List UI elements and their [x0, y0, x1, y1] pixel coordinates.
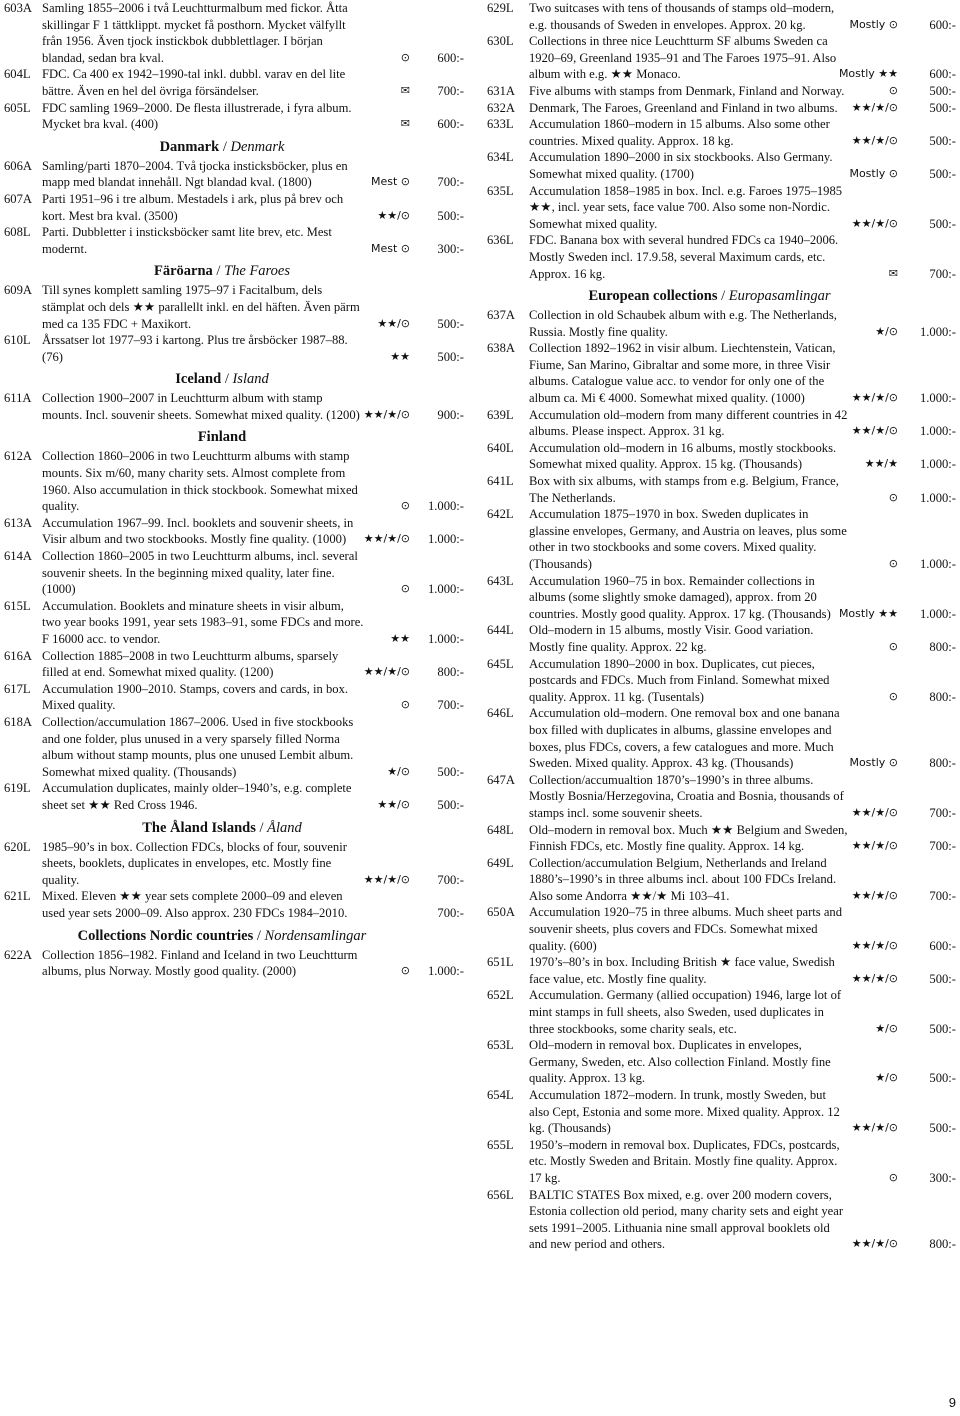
lot-description: Accumulation 1875–1970 in box. Sweden duplicates in glassine envelopes, Germany, and Austria on leaves, plus some other in two stockbooks and some covers. Mixed quality. (Thousands) — [529, 507, 847, 571]
lot-condition: ★/⊙ — [875, 1021, 898, 1035]
lot-entry — [0, 839, 472, 889]
lot-price: 700:- — [437, 872, 464, 887]
section-title: Iceland — [175, 371, 222, 388]
lot-description: Accumulation 1960–75 in box. Remainder collections in albums (some slightly smoke damaged), approx. from 20 countries. Mostly good quality. Approx. 17 kg. (Thousands) — [529, 573, 831, 621]
lot-description: Old–modern in removal box. Much ★★ Belgium and Sweden, Finnish FDCs, etc. Mostly fine quality. Approx. 14 kg. — [529, 822, 848, 854]
lot-description: Samling/parti 1870–2004. Två tjocka insticksböcker, plus en mapp med blandat innehåll. Ngt blandad kval. (1800) — [42, 158, 348, 190]
lot-description: 1970’s–80’s in box. Including British ★ face value, Swedish face value, etc. Mostly fine quality. — [529, 955, 835, 986]
lot-description: Accumulation. Booklets and minature sheets in visir album, two year books 1991, year sets 1983–91, some FDCs and more. F 16000 acc. to vendor. — [42, 598, 364, 646]
lot-number: 644L — [487, 623, 514, 638]
lot-number: 640L — [487, 440, 514, 455]
lot-condition: ★★/★/⊙ — [851, 839, 898, 853]
lot-number: 613A — [4, 515, 32, 530]
lot-condition: ★★/⊙ — [377, 208, 410, 222]
lot-price: 500:- — [437, 764, 464, 779]
lot-number: 633L — [487, 117, 514, 132]
lot-description: Accumulation. Germany (allied occupation) 1946, large lot of mint stamps in full sheets, also Sweden, used duplicates in three stockbooks, some charity seals, etc. — [529, 988, 842, 1036]
lot-number: 638A — [487, 341, 515, 356]
lot-price: 1.000:- — [427, 582, 464, 597]
lot-condition: ★★/★/⊙ — [851, 1121, 898, 1135]
lot-condition: Mest ⊙ — [370, 175, 410, 189]
section-title-translation: Denmark — [230, 138, 285, 155]
lot-price: 300:- — [437, 241, 464, 256]
lot-entry — [487, 0, 960, 33]
lot-price: 1.000:- — [919, 391, 956, 406]
lot-condition: ⊙ — [888, 490, 898, 504]
lot-condition: ★★/⊙ — [377, 797, 410, 811]
lot-condition: ⊙ — [888, 557, 898, 570]
lot-condition: ★★/★/⊙ — [851, 971, 898, 985]
lot-entry — [487, 772, 960, 822]
lot-price: 800:- — [929, 756, 956, 771]
lot-price: 1.000:- — [919, 457, 956, 472]
lot-price: 500:- — [929, 133, 956, 148]
lot-description: Accumulation 1872–modern. In trunk, mostly Sweden, but also Cept, Estonia and some more. Mixed quality. Approx. 12 kg. (Thousands) — [529, 1088, 840, 1136]
lot-number: 645L — [487, 656, 514, 671]
lot-condition: ⊙ — [400, 499, 410, 513]
lot-entry — [487, 1187, 960, 1253]
lot-condition: ★/⊙ — [875, 324, 898, 338]
lot-entry — [0, 548, 472, 598]
lot-number: 619L — [4, 781, 31, 796]
lot-condition: ★★/★/⊙ — [363, 872, 410, 886]
lot-price: 500:- — [929, 100, 956, 115]
lot-number: 609A — [4, 283, 32, 298]
lot-description: Accumulation 1967–99. Incl. booklets and souvenir sheets, in Visir album and two stockbooks. Mostly fine quality. (1000) — [42, 515, 354, 547]
lot-entry — [487, 822, 960, 855]
lot-condition: ★★/★/⊙ — [363, 407, 410, 421]
lot-condition: Mostly ⊙ — [849, 166, 898, 180]
lot-number: 616A — [4, 648, 32, 663]
lot-entry — [487, 573, 960, 623]
lot-description: Accumulation 1860–modern in 15 albums. Also some other countries. Mixed quality. Approx. 18 kg. — [529, 117, 830, 148]
lot-price: 500:- — [437, 797, 464, 812]
lot-price: 700:- — [929, 839, 956, 854]
lot-condition: ⊙ — [400, 698, 410, 712]
lot-condition: ★★/★/⊙ — [851, 133, 898, 147]
lot-description: Accumulation old–modern in 16 albums, mostly stockbooks. Somewhat mixed quality. Approx. 15 kg. (Thousands) — [529, 440, 837, 472]
lot-price: 1.000:- — [919, 606, 956, 621]
lot-price: 600:- — [929, 938, 956, 953]
lot-condition: Mest ⊙ — [370, 241, 410, 255]
lot-entry — [487, 855, 960, 905]
lot-number: 651L — [487, 955, 514, 970]
lot-condition: Mostly ⊙ — [849, 756, 898, 770]
lot-entry — [487, 232, 960, 282]
right-column — [487, 0, 960, 1253]
lot-price: 800:- — [929, 1237, 956, 1252]
section-title-translation: Island — [232, 371, 269, 388]
lot-description: Accumulation 1890–2000 in six stockbooks. Also Germany. Somewhat mixed quality. (1700) — [529, 150, 833, 181]
lot-number: 641L — [487, 474, 514, 489]
section-separator: / — [717, 288, 729, 305]
section-separator: / — [212, 263, 225, 280]
lot-description: Collection/accumualtion 1870’s–1990’s in three albums. Mostly Bosnia/Herzegovina, Croatia and Bosnia, thousands of stamps incl. some souvenir sheets. — [529, 772, 844, 820]
lot-entry — [487, 506, 960, 572]
lot-number: 606A — [4, 158, 32, 173]
lot-entry — [487, 954, 960, 987]
lot-entry — [0, 224, 472, 257]
lot-condition: Mostly ⊙ — [849, 17, 898, 31]
section-heading — [0, 138, 472, 156]
lot-entry — [487, 100, 960, 117]
lot-description: Parti. Dubbletter i insticksböcker samt lite brev, etc. Mest modernt. — [42, 225, 332, 256]
section-heading — [0, 428, 472, 446]
lot-entry — [487, 340, 960, 406]
lot-condition: ★★ — [390, 349, 410, 363]
lot-price: 500:- — [929, 1071, 956, 1086]
lot-entry — [487, 183, 960, 233]
lot-number: 637A — [487, 308, 515, 323]
lot-description: 1950’s–modern in removal box. Duplicates, FDCs, postcards, etc. Mostly Sweden and Britain. Mostly fine quality. Approx. 17 kg. — [529, 1137, 840, 1185]
lot-entry — [487, 440, 960, 473]
lot-number: 610L — [4, 333, 31, 348]
lot-description: Accumulation old–modern. One removal box and one banana box filled with duplicates in albums, glassine envelopes and boxes, plus FDCs, covers, a few catalogues and more. Much Sweden. Mixed quality. Approx. 43 kg. (Thousands) — [529, 706, 840, 771]
lot-number: 630L — [487, 34, 514, 49]
section-title-translation: Nordensamlingar — [264, 927, 367, 944]
lot-price: 1.000:- — [919, 424, 956, 439]
lot-price: 1.000:- — [427, 964, 464, 979]
lot-condition: ★/⊙ — [387, 764, 410, 778]
lot-number: 605L — [4, 100, 31, 115]
lot-description: Collection/accumulation Belgium, Netherlands and Ireland 1880’s–1990’s in three albums incl. about 100 FDCs Ireland. Also some Andorra ★★/★ Mi 103–41. — [529, 855, 837, 903]
lot-description: Collection 1892–1962 in visir album. Liechtenstein, Vatican, Fiume, San Marino, Gibraltar and some more, in three Visir albums. Catalogue value acc. to vendor for only one of the album ca. Mi € 4000. Somewhat mixed quality. (1000) — [529, 341, 836, 406]
lot-condition: ⊙ — [400, 964, 410, 978]
lot-number: 643L — [487, 573, 514, 588]
lot-entry — [487, 407, 960, 440]
section-heading — [0, 370, 472, 388]
lot-number: 635L — [487, 183, 514, 198]
lot-price: 1.000:- — [919, 490, 956, 505]
lot-description: Collection 1860–2005 in two Leuchtturm albums, incl. several souvenir sheets. In the beginning mixed quality, later fine. (1000) — [42, 549, 358, 597]
lot-price: 500:- — [929, 1121, 956, 1136]
lot-price: 900:- — [437, 407, 464, 422]
lot-condition: ★★/★/⊙ — [851, 216, 898, 230]
section-title: Danmark — [159, 138, 220, 155]
section-heading — [0, 927, 472, 945]
lot-price: 500:- — [929, 166, 956, 181]
lot-number: 629L — [487, 1, 514, 15]
section-separator: / — [221, 371, 233, 388]
lot-condition: ★★/★/⊙ — [851, 938, 898, 952]
lot-price: 1.000:- — [427, 632, 464, 646]
lot-entry — [0, 191, 472, 224]
lot-description: Collection/accumulation 1867–2006. Used in five stockbooks and one folder, plus unused in a very sparsely filled Norma album without stamp mounts, plus one unused Lembit album. Somewhat mixed quality. (Thousands) — [42, 714, 354, 779]
lot-description: Collection 1856–1982. Finland and Iceland in two Leuchtturm albums, plus Norway. Mostly good quality. (2000) — [42, 947, 358, 979]
lot-condition: ⊙ — [400, 582, 410, 596]
lot-entry — [0, 598, 472, 648]
lot-description: Accumulation 1890–2000 in box. Duplicates, cut pieces, postcards and FDCs. Much from Finland. Somewhat mixed quality. Approx. 11 kg. (Tusentals) — [529, 656, 830, 704]
lot-price: 500:- — [929, 216, 956, 231]
lot-entry — [0, 648, 472, 681]
lot-price: 500:- — [929, 1021, 956, 1036]
lot-description: Accumulation duplicates, mainly older–1940’s, e.g. complete sheet set ★★ Red Cross 1946. — [42, 781, 352, 812]
lot-price: 600:- — [929, 67, 956, 82]
lot-description: FDC samling 1969–2000. De flesta illustrerade, i fyra album. Mycket bra kval. (400) — [42, 100, 352, 132]
lot-description: Mixed. Eleven ★★ year sets complete 2000–09 and eleven used year sets 2000–09. Also approx. 230 FDCs 1984–2010. — [42, 889, 348, 920]
lot-entry — [0, 448, 472, 514]
lot-condition: ★★/⊙ — [377, 316, 410, 330]
lot-condition: ⊙ — [888, 1170, 898, 1184]
lot-number: 604L — [4, 67, 31, 82]
lot-entry — [0, 0, 472, 66]
lot-price: 700:- — [929, 888, 956, 903]
lot-price: 500:- — [437, 349, 464, 364]
lot-description: Collection in old Schaubek album with e.g. The Netherlands, Russia. Mostly fine quality. — [529, 308, 837, 339]
lot-condition: ★★/★ — [864, 457, 898, 471]
lot-number: 652L — [487, 988, 514, 1003]
lot-price: 500:- — [437, 316, 464, 331]
lot-number: 620L — [4, 839, 31, 854]
lot-description: Collection 1900–2007 in Leuchtturm album with stamp mounts. Incl. souvenir sheets. Somewhat mixed quality. (1200) — [42, 391, 360, 422]
section-title-translation: Europasamlingar — [728, 288, 831, 305]
lot-entry — [0, 66, 472, 99]
lot-price: 600:- — [929, 17, 956, 32]
lot-number: 650A — [487, 905, 515, 920]
lot-price: 800:- — [929, 639, 956, 654]
lot-number: 648L — [487, 822, 514, 837]
lot-condition: ★★/★/⊙ — [363, 532, 410, 546]
lot-entry — [487, 904, 960, 954]
lot-number: 649L — [487, 855, 514, 870]
section-separator: / — [255, 819, 268, 836]
section-title: European collections — [588, 288, 718, 305]
lot-description: Box with six albums, with stamps from e.g. Belgium, France, The Netherlands. — [529, 474, 839, 505]
lot-description: Accumulation old–modern from many different countries in 42 albums. Please inspect. Approx. 31 kg. — [529, 407, 848, 439]
lot-description: Collection 1860–2006 in two Leuchtturm albums with stamp mounts. Six m/60, many charity sets. Almost complete from 1960. Also accumulation in thick stockbook. Somewhat mixed quality. — [42, 449, 358, 514]
lot-number: 646L — [487, 706, 514, 721]
lot-number: 647A — [487, 772, 515, 787]
lot-entry — [487, 656, 960, 706]
lot-number: 608L — [4, 225, 31, 240]
lot-description: Accumulation 1920–75 in three albums. Much sheet parts and souvenir sheets, plus covers and FDCs. Somewhat mixed quality. (600) — [529, 905, 843, 953]
lot-number: 631A — [487, 83, 515, 98]
lot-entry — [0, 282, 472, 332]
lot-number: 636L — [487, 233, 514, 248]
lot-description: FDC. Ca 400 ex 1942–1990-tal inkl. dubbl. varav en del lite bättre. Även en hel del övriga försändelser. — [42, 67, 346, 98]
lot-number: 621L — [4, 889, 31, 904]
lot-description: 1985–90’s in box. Collection FDCs, blocks of four, souvenir sheets, booklets, duplicates in envelopes, etc. Mostly fine quality. — [42, 839, 347, 887]
page-number: 9 — [948, 1395, 956, 1410]
section-separator: / — [253, 927, 265, 944]
lot-number: 642L — [487, 507, 514, 522]
lot-description: Two suitcases with tens of thousands of stamps old–modern, e.g. thousands of Sweden in envelopes. Approx. 20 kg. — [529, 1, 835, 32]
lot-condition: ★★/★/⊙ — [851, 805, 898, 819]
section-title: Färöarna — [154, 263, 213, 280]
lot-number: 603A — [4, 1, 32, 15]
lot-condition: ★★/★/⊙ — [851, 100, 898, 114]
lot-entry — [487, 705, 960, 771]
section-title: Collections Nordic countries — [77, 927, 254, 944]
lot-number: 656L — [487, 1187, 514, 1202]
lot-number: 617L — [4, 681, 31, 696]
lot-entry — [0, 714, 472, 780]
lot-description: FDC. Banana box with several hundred FDCs ca 1940–2006. Mostly Sweden incl. 17.9.58, several Maximum cards, etc. Approx. 16 kg. — [529, 233, 839, 281]
lot-price: 1.000:- — [919, 324, 956, 339]
lot-description: Five albums with stamps from Denmark, Finland and Norway. — [529, 83, 845, 98]
section-separator: / — [219, 138, 231, 155]
lot-entry — [0, 515, 472, 548]
lot-entry — [487, 33, 960, 83]
lot-price: 500:- — [929, 83, 956, 98]
lot-price: 300:- — [929, 1170, 956, 1185]
lot-price: 800:- — [929, 689, 956, 704]
lot-description: Denmark, The Faroes, Greenland and Finland in two albums. — [529, 100, 838, 115]
section-heading — [0, 262, 472, 280]
lot-price: 700:- — [437, 698, 464, 713]
lot-description: BALTIC STATES Box mixed, e.g. over 200 modern covers, Estonia collection old period, many charity sets and eight year sets 1991–2005. Lithuania nine small approval booklets old and new period and others. — [529, 1187, 844, 1252]
lot-number: 654L — [487, 1088, 514, 1102]
lot-description: Samling 1855–2006 i två Leuchtturmalbum med fickor. Åtta skillingar F 1 tättklippt. mycket få posthorn. Mycket välfyllt från 1956. Även tjock instickbok dubblettlager. I början blandad, sedan bra kval. — [42, 1, 348, 65]
section-heading — [0, 819, 472, 837]
lot-number: 611A — [4, 391, 32, 406]
lot-condition: ⊙ — [888, 639, 898, 653]
lot-price: 1.000:- — [427, 499, 464, 514]
lot-price: 600:- — [437, 50, 464, 65]
lot-description: Old–modern in removal box. Duplicates in envelopes, Germany, Sweden, etc. Also collection Finland. Mostly fine quality. Approx. 13 kg. — [529, 1038, 831, 1086]
lot-entry — [0, 947, 472, 980]
lot-condition: ✉ — [400, 117, 410, 131]
lot-entry — [0, 158, 472, 191]
lot-description: Accumulation 1858–1985 in box. Incl. e.g. Faroes 1975–1985 ★★, incl. year sets, face value 700. Also some non-Nordic. Somewhat mixed quality. — [529, 183, 843, 231]
lot-condition: ⊙ — [888, 83, 898, 97]
lot-number: 632A — [487, 100, 515, 115]
lot-number: 639L — [487, 407, 514, 422]
lot-entry — [487, 149, 960, 182]
lot-entry — [0, 100, 472, 133]
lot-condition: ✉ — [400, 83, 410, 97]
lot-entry — [487, 473, 960, 506]
lot-entry — [487, 1087, 960, 1137]
lot-price: 700:- — [929, 266, 956, 281]
lot-condition: ★★/★/⊙ — [363, 665, 410, 679]
lot-description: Parti 1951–96 i tre album. Mestadels i ark, plus på brev och kort. Mest bra kval. (3500) — [42, 191, 344, 223]
lot-entry — [487, 307, 960, 340]
lot-price: 700:- — [437, 175, 464, 190]
lot-entry — [487, 83, 960, 100]
lot-entry — [487, 1037, 960, 1087]
lot-number: 615L — [4, 598, 31, 613]
lot-description: Till synes komplett samling 1975–97 i Facitalbum, dels stämplat och dels ★★ parallellt inkl. en del häften. Även pärm med ca 135 FDC + Maxikort. — [42, 283, 360, 331]
lot-description: Accumulation 1900–2010. Stamps, covers and cards, in box. Mixed quality. — [42, 681, 349, 713]
lot-entry — [0, 332, 472, 365]
lot-entry — [487, 987, 960, 1037]
lot-condition: ✉ — [888, 266, 898, 280]
lot-condition: ★/⊙ — [875, 1071, 898, 1085]
lot-entry — [487, 1137, 960, 1187]
lot-number: 618A — [4, 714, 32, 729]
lot-condition: ⊙ — [400, 50, 410, 64]
lot-condition: ★★/★/⊙ — [851, 391, 898, 405]
lot-price: 800:- — [437, 665, 464, 680]
lot-entry — [0, 780, 472, 813]
lot-number: 622A — [4, 947, 32, 962]
section-title-translation: The Faroes — [224, 263, 290, 280]
lot-number: 614A — [4, 549, 32, 564]
lot-number: 655L — [487, 1137, 514, 1152]
lot-price: 600:- — [437, 117, 464, 132]
lot-entry — [0, 390, 472, 423]
lot-number: 653L — [487, 1038, 514, 1053]
lot-description: Collections in three nice Leuchtturm SF albums Sweden ca 1920–69, Greenland 1935–91 and The Faroes 1975–91. Also album with e.g. ★★ Monaco. — [529, 34, 837, 82]
lot-price: 700:- — [437, 83, 464, 98]
section-heading — [487, 287, 960, 305]
lot-description: Årssatser lot 1977–93 i kartong. Plus tre årsböcker 1987–88. (76) — [42, 333, 348, 364]
left-column — [0, 0, 472, 980]
lot-price: 1.000:- — [919, 557, 956, 571]
lot-condition: ★★/★/⊙ — [851, 424, 898, 438]
lot-price: 500:- — [929, 971, 956, 986]
lot-number: 634L — [487, 150, 514, 165]
lot-condition: ★★ — [390, 632, 410, 645]
lot-entry — [487, 116, 960, 149]
lot-condition: ⊙ — [888, 689, 898, 703]
lot-condition: Mostly ★★ — [838, 67, 898, 81]
lot-price: 700:- — [437, 905, 464, 920]
lot-number: 612A — [4, 449, 32, 464]
section-title: The Åland Islands — [142, 819, 256, 836]
section-title: Finland — [197, 429, 247, 446]
lot-price: 1.000:- — [427, 532, 464, 547]
lot-price: 500:- — [437, 208, 464, 223]
lot-condition: ★★/★/⊙ — [851, 888, 898, 902]
lot-entry — [487, 622, 960, 655]
lot-description: Collection 1885–2008 in two Leuchtturm albums, sparsely filled at end. Somewhat mixed quality. (1200) — [42, 648, 339, 680]
lot-entry — [0, 681, 472, 714]
section-title-translation: Åland — [267, 819, 302, 836]
lot-condition: Mostly ★★ — [838, 606, 898, 620]
lot-condition: ★★/★/⊙ — [851, 1237, 898, 1251]
lot-number: 607A — [4, 191, 32, 206]
lot-price: 700:- — [929, 805, 956, 820]
lot-entry — [0, 888, 472, 921]
lot-description: Old–modern in 15 albums, mostly Visir. Good variation. Mostly fine quality. Approx. 22 kg. — [529, 623, 814, 654]
